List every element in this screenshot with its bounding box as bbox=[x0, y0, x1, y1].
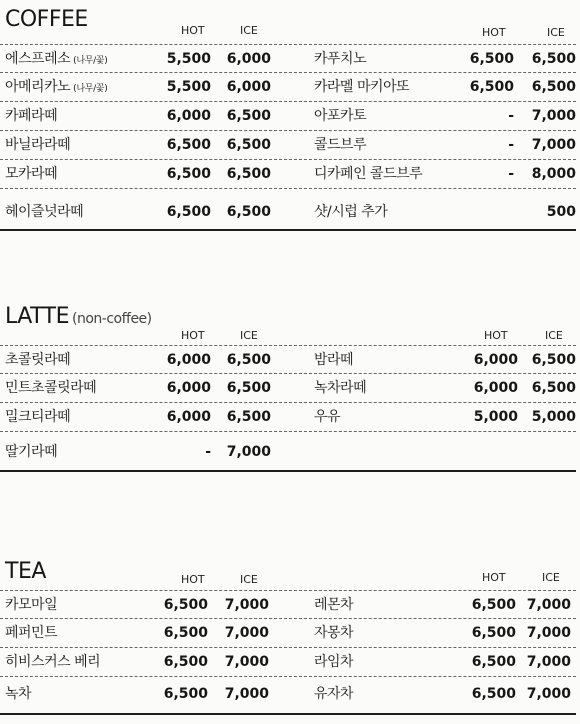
menu-item-name: 녹차 bbox=[5, 686, 32, 702]
hot-price: 6,000 bbox=[473, 380, 518, 396]
menu-item-name: 헤이즐넛라떼 bbox=[5, 204, 84, 220]
hot-price: 6,000 bbox=[166, 380, 211, 396]
hot-price: 6,500 bbox=[471, 654, 516, 670]
hot-price: 6,000 bbox=[166, 352, 211, 368]
ice-price: 6,500 bbox=[226, 137, 271, 153]
menu-row bbox=[0, 44, 576, 73]
ice-price: 6,500 bbox=[226, 352, 271, 368]
ice-price: 6,500 bbox=[531, 79, 576, 95]
menu-row bbox=[0, 677, 576, 715]
hot-price: 5,500 bbox=[166, 79, 211, 95]
hot-price: 5,000 bbox=[473, 409, 518, 425]
menu-row bbox=[0, 403, 576, 432]
menu-item-name: 히비스커스 베리 bbox=[5, 654, 101, 670]
menu-item-name: 라임차 bbox=[314, 654, 354, 670]
ice-price: 7,000 bbox=[526, 654, 571, 670]
ice-price: 6,500 bbox=[531, 51, 576, 67]
ice-header: ICE bbox=[240, 573, 258, 586]
menu-item-name: 자몽차 bbox=[314, 625, 354, 641]
menu-row bbox=[0, 189, 576, 231]
hot-header: HOT bbox=[181, 329, 205, 342]
menu-row bbox=[0, 160, 576, 189]
menu-item-name: 유자차 bbox=[314, 686, 354, 702]
menu-item-name: 콜드브루 bbox=[314, 137, 367, 153]
menu-item-name: 디카페인 콜드브루 bbox=[314, 166, 423, 182]
ice-price: 6,000 bbox=[226, 79, 271, 95]
hot-header: HOT bbox=[181, 573, 205, 586]
hot-price: 6,500 bbox=[471, 597, 516, 613]
ice-price: 6,500 bbox=[226, 380, 271, 396]
section-title bbox=[5, 9, 88, 31]
menu-item-name: 레몬차 bbox=[314, 597, 354, 613]
hot-price: - bbox=[508, 166, 514, 182]
menu-row bbox=[0, 590, 576, 619]
menu-item-note: (나무/꽃) bbox=[73, 56, 108, 66]
hot-price: 6,500 bbox=[469, 51, 514, 67]
hot-header: HOT bbox=[482, 26, 506, 39]
menu-item-note: (나무/꽃) bbox=[73, 84, 108, 94]
menu-item-name: 모카라떼 bbox=[5, 166, 58, 182]
menu-row bbox=[0, 102, 576, 131]
menu-item-name: 바닐라라떼 bbox=[5, 137, 71, 153]
ice-price: 7,000 bbox=[226, 444, 271, 460]
hot-price: 6,500 bbox=[471, 625, 516, 641]
ice-price: 7,000 bbox=[531, 108, 576, 124]
menu-item-name: 초콜릿라떼 bbox=[5, 352, 71, 368]
hot-price: 6,500 bbox=[163, 597, 208, 613]
hot-price: 6,500 bbox=[166, 204, 211, 220]
ice-price: 6,500 bbox=[226, 409, 271, 425]
ice-price: 7,000 bbox=[526, 597, 571, 613]
ice-price: 8,000 bbox=[531, 166, 576, 182]
menu-item-name: 아메리카노 bbox=[5, 79, 71, 95]
hot-price: 6,500 bbox=[469, 79, 514, 95]
menu-row bbox=[0, 432, 576, 472]
hot-price: 6,500 bbox=[163, 654, 208, 670]
menu-item-name: 카페라떼 bbox=[5, 108, 58, 124]
menu-item-name: 딸기라떼 bbox=[5, 444, 58, 460]
menu-row bbox=[0, 374, 576, 403]
ice-price: 6,500 bbox=[226, 166, 271, 182]
menu-item-name: 녹차라떼 bbox=[314, 380, 367, 396]
section-title-text: LATTE bbox=[5, 304, 69, 329]
section-subtitle: (non-coffee) bbox=[72, 311, 152, 327]
ice-price: 7,000 bbox=[526, 686, 571, 702]
hot-header: HOT bbox=[181, 24, 205, 37]
ice-price: 7,000 bbox=[526, 625, 571, 641]
section-title bbox=[5, 561, 46, 583]
ice-price: 7,000 bbox=[224, 654, 269, 670]
menu-item-name: 페퍼민트 bbox=[5, 625, 58, 641]
ice-header: ICE bbox=[240, 329, 258, 342]
ice-price: 6,500 bbox=[531, 380, 576, 396]
menu-row bbox=[0, 619, 576, 648]
ice-price: 6,000 bbox=[226, 51, 271, 67]
menu-row bbox=[0, 73, 576, 102]
ice-price: 7,000 bbox=[531, 137, 576, 153]
hot-price: 5,500 bbox=[166, 51, 211, 67]
menu-item-name: 카라멜 마키아또 bbox=[314, 79, 410, 95]
menu-row bbox=[0, 131, 576, 160]
hot-price: 6,000 bbox=[166, 108, 211, 124]
ice-header: ICE bbox=[547, 26, 565, 39]
menu-item-name: 밤라떼 bbox=[314, 352, 354, 368]
ice-price: 6,500 bbox=[531, 352, 576, 368]
section-title bbox=[5, 306, 152, 328]
ice-header: ICE bbox=[542, 571, 560, 584]
menu-item-name: 민트초콜릿라떼 bbox=[5, 380, 97, 396]
ice-price: 5,000 bbox=[531, 409, 576, 425]
hot-price: 6,000 bbox=[473, 352, 518, 368]
ice-header: ICE bbox=[545, 329, 563, 342]
menu-item-name: 카푸치노 bbox=[314, 51, 367, 67]
hot-price: - bbox=[205, 444, 211, 460]
hot-price: 6,500 bbox=[163, 625, 208, 641]
ice-price: 7,000 bbox=[224, 625, 269, 641]
menu-row bbox=[0, 345, 576, 374]
ice-price: 7,000 bbox=[224, 686, 269, 702]
menu-item-name: 카모마일 bbox=[5, 597, 58, 613]
hot-price: - bbox=[508, 108, 514, 124]
ice-price: 6,500 bbox=[226, 204, 271, 220]
ice-price: 6,500 bbox=[226, 108, 271, 124]
hot-price: 6,500 bbox=[166, 166, 211, 182]
menu-item-name: 밀크티라떼 bbox=[5, 409, 71, 425]
hot-header: HOT bbox=[484, 329, 508, 342]
menu-item-name: 우유 bbox=[314, 409, 341, 425]
menu-item-name: 에스프레소 bbox=[5, 51, 71, 67]
section-title-text: TEA bbox=[5, 559, 46, 584]
ice-header: ICE bbox=[240, 24, 258, 37]
hot-price: 6,500 bbox=[166, 137, 211, 153]
menu-item-name: 아포카토 bbox=[314, 108, 367, 124]
hot-price: 6,500 bbox=[471, 686, 516, 702]
menu-item-name: 샷/시럽 추가 bbox=[314, 204, 388, 220]
hot-price: - bbox=[508, 137, 514, 153]
hot-header: HOT bbox=[482, 571, 506, 584]
ice-price: 7,000 bbox=[224, 597, 269, 613]
section-title-text: COFFEE bbox=[5, 7, 88, 32]
ice-price: 500 bbox=[546, 204, 576, 220]
menu-row bbox=[0, 648, 576, 677]
hot-price: 6,500 bbox=[163, 686, 208, 702]
hot-price: 6,000 bbox=[166, 409, 211, 425]
